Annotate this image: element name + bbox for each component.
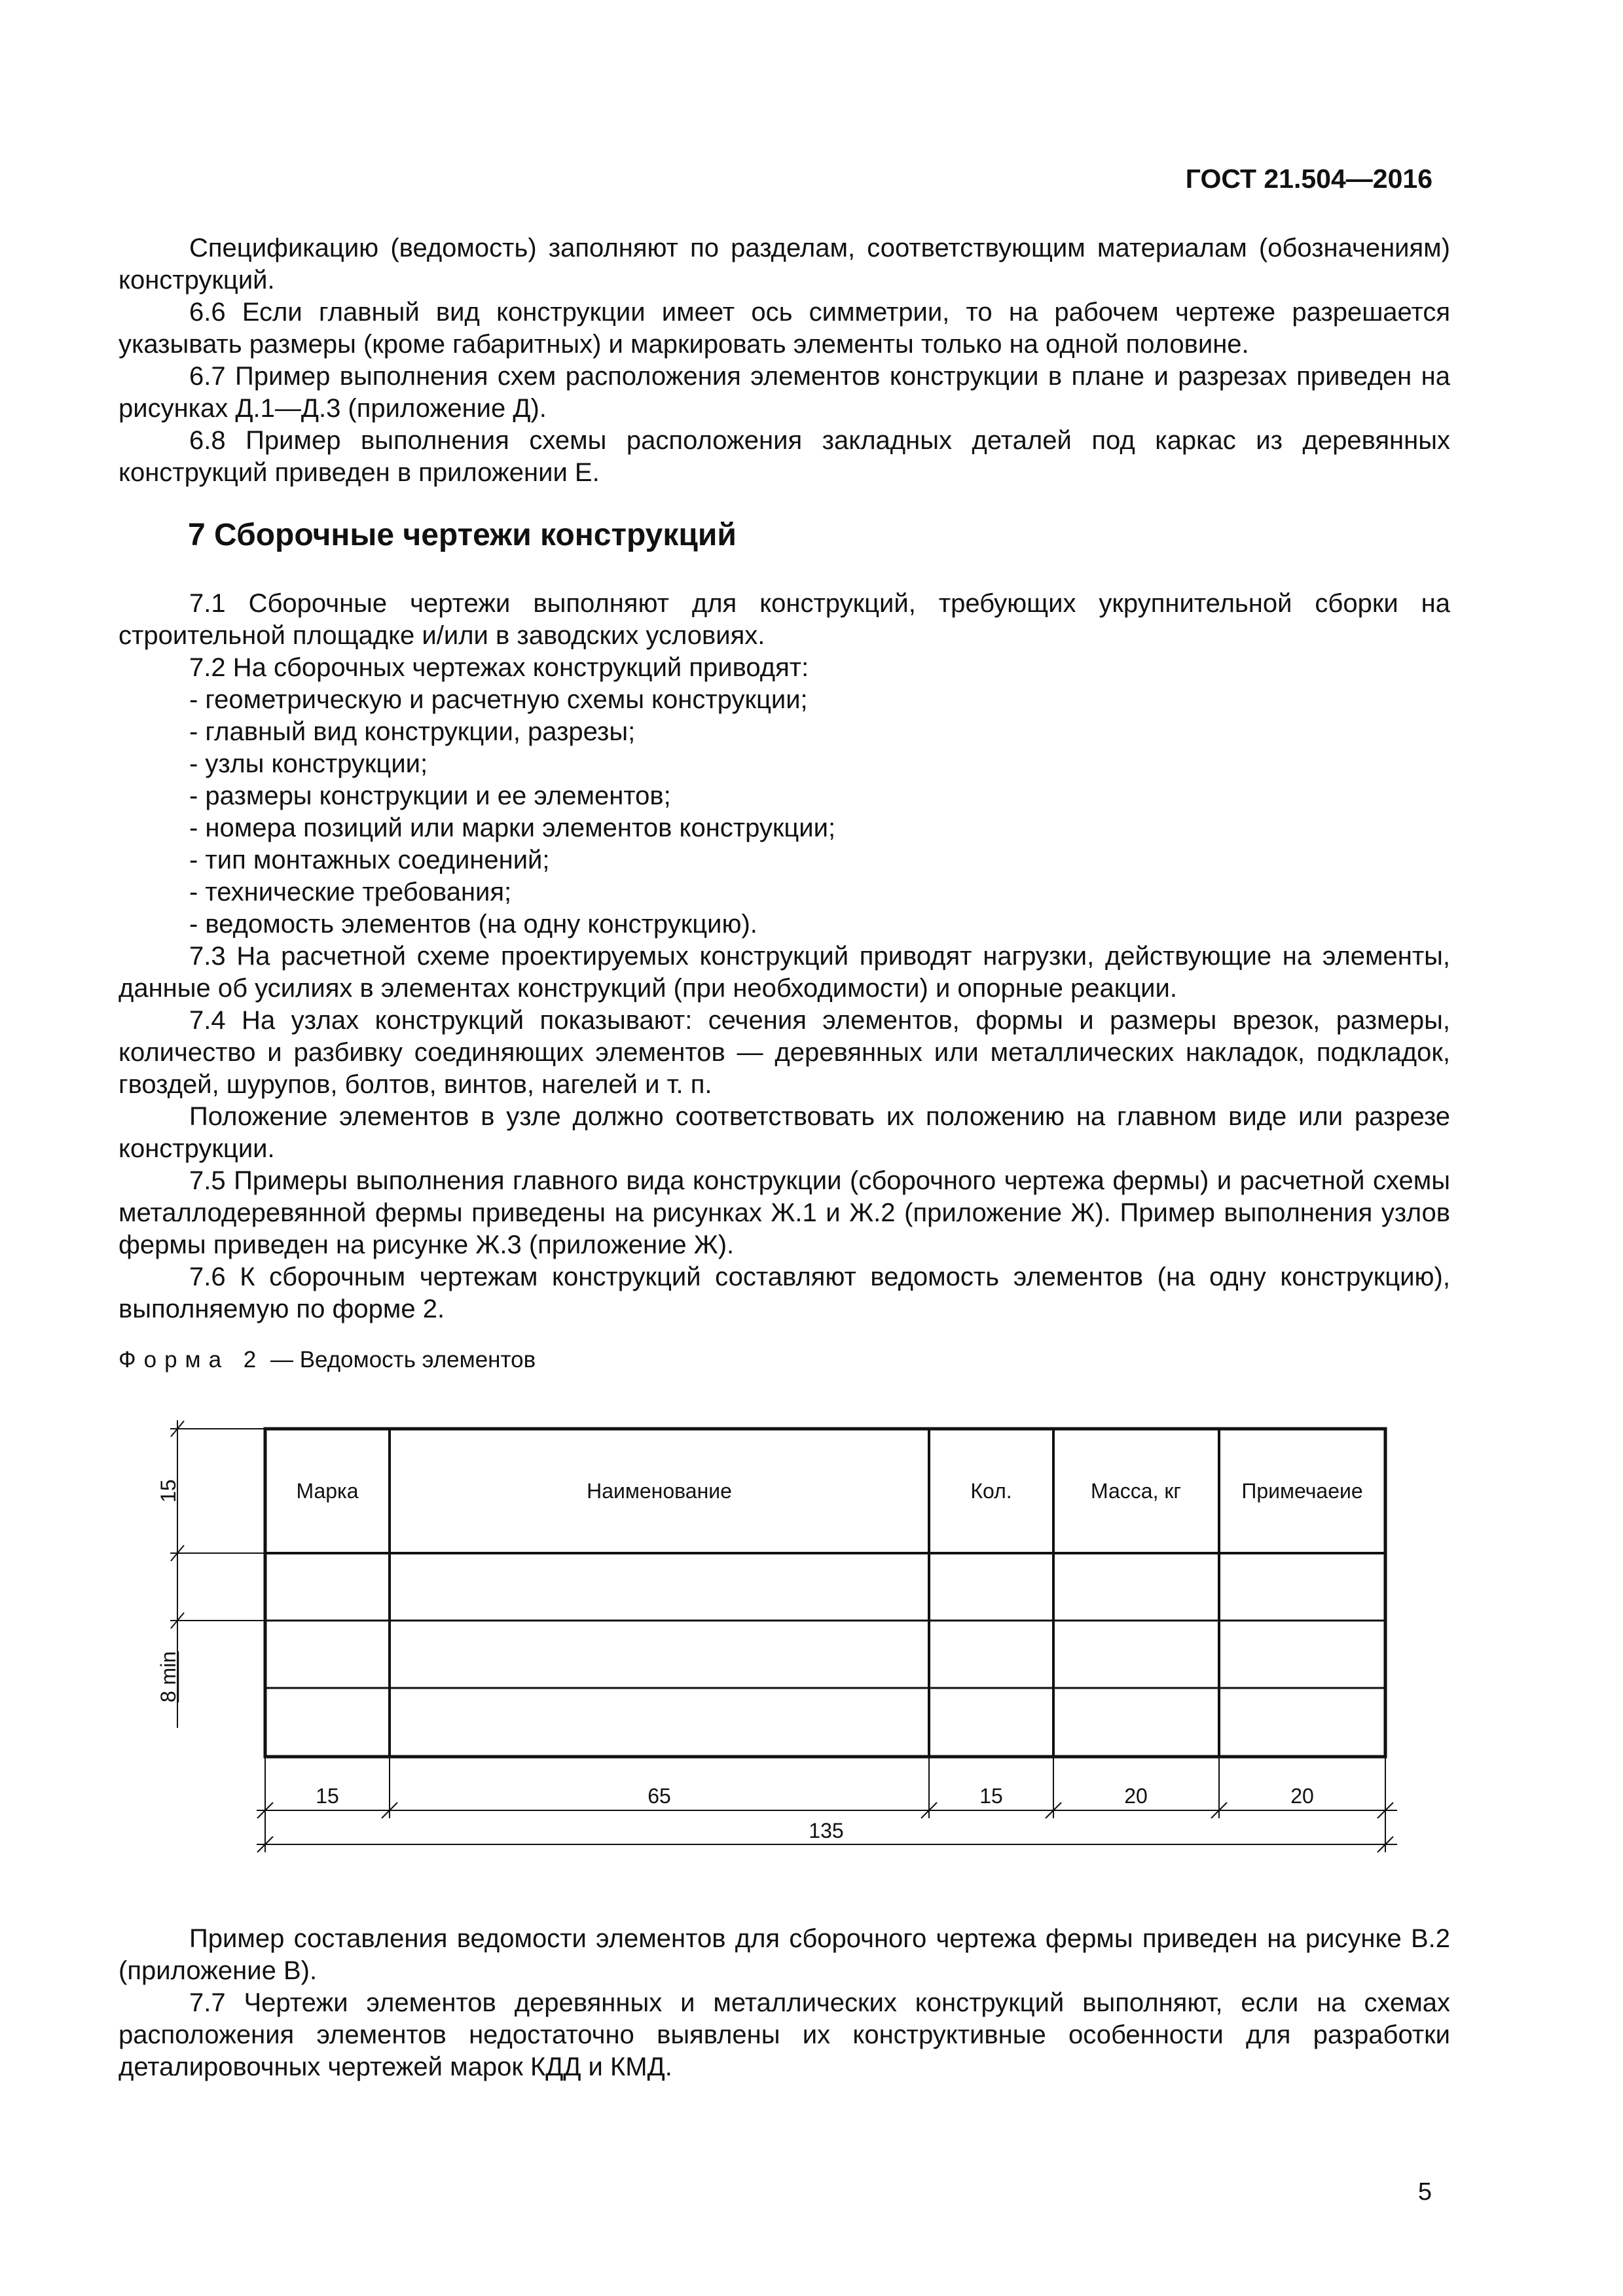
width-dimension-labels — [316, 1784, 1314, 1842]
column-header-mass: Масса, кг — [1090, 1479, 1182, 1503]
paragraph-7-5: 7.5 Примеры выполнения главного вида конструкции (сборочного чертежа фермы) и расчетной схемы металлодеревянной фермы приведены на рисунках Ж.1 и Ж.2 (приложение Ж). Пример выполнения узлов фермы приведен на рисунке Ж.3 (приложение Ж). — [119, 1166, 1450, 1259]
dimension-header-height: 15 — [156, 1479, 180, 1503]
page-number: 5 — [1417, 2178, 1432, 2206]
paragraph-7-2: 7.2 На сборочных чертежах конструкций приводят: — [189, 653, 809, 682]
column-header-note: Примечаеие — [1241, 1479, 1363, 1503]
paragraph-6-7: 6.7 Пример выполнения схем расположения элементов конструкции в плане и разрезах приведен на рисунках Д.1—Д.3 (приложение Д). — [119, 362, 1450, 423]
table-grid — [265, 1429, 1385, 1757]
form-caption-title: — Ведомость элементов — [264, 1347, 536, 1372]
column-header-qty: Кол. — [970, 1479, 1012, 1503]
paragraph-7-4-note: Положение элементов в узле должно соответствовать их положению на главном виде или разрезе конструкции. — [119, 1102, 1450, 1163]
form-caption-prefix: Форма 2 — [119, 1347, 264, 1372]
list-item: - номера позиций или марки элементов конструкции; — [189, 814, 836, 842]
paragraph-6-6: 6.6 Если главный вид конструкции имеет ось симметрии, то на рабочем чертеже разрешается указывать размеры (кроме габаритных) и маркировать элементы только на одной половине. — [119, 298, 1450, 359]
list-item: - тип монтажных соединений; — [189, 846, 550, 874]
paragraph-7-1: 7.1 Сборочные чертежи выполняют для конструкций, требующих укрупнительной сборки на строительной площадке и/или в заводских условиях. — [119, 589, 1450, 650]
paragraph-7-6: 7.6 К сборочным чертежам конструкций составляют ведомость элементов (на одну конструкцию), выполняемую по форме 2. — [119, 1263, 1450, 1323]
list-item: - геометрическую и расчетную схемы конструкции; — [189, 685, 808, 714]
section-7-heading: 7 Сборочные чертежи конструкций — [188, 518, 737, 552]
paragraph-example-ref: Пример составления ведомости элементов для сборочного чертежа фермы приведен на рисунке В.2 (приложение В). — [119, 1924, 1450, 1985]
after-form-text — [119, 1923, 1450, 2083]
paragraph-7-4: 7.4 На узлах конструкций показывают: сечения элементов, формы и размеры врезок, размеры, количество и разбивку соединяющих элементов — деревянных или металлических накладок, подкладок, гвоздей, шурупов, болтов, винтов, нагелей и т. п. — [119, 1006, 1450, 1099]
paragraph-spec-fill: Спецификацию (ведомость) заполняют по разделам, соответствующим материалам (обозначениям) конструкций. — [119, 234, 1450, 295]
vertical-dimensions — [170, 1420, 265, 1728]
dimension-width-mass: 20 — [1124, 1784, 1148, 1808]
table-header-labels — [296, 1479, 1362, 1503]
paragraph-7-7: 7.7 Чертежи элементов деревянных и металлических конструкций выполняют, если на схемах расположения элементов недостаточно выявлены их конструктивные особенности для разработки деталировочных чертежей марок КДД и КМД. — [119, 1988, 1450, 2081]
dimension-width-note: 20 — [1290, 1784, 1314, 1808]
dimension-width-name: 65 — [647, 1784, 671, 1808]
list-item: - технические требования; — [189, 878, 512, 906]
dimension-width-mark: 15 — [316, 1784, 339, 1808]
paragraph-7-3: 7.3 На расчетной схеме проектируемых конструкций приводят нагрузки, действующие на элементы, данные об усилиях в элементах конструкций (при необходимости) и опорные реакции. — [119, 942, 1450, 1003]
table-outline — [265, 1429, 1385, 1757]
document-code: ГОСТ 21.504—2016 — [1185, 164, 1432, 194]
paragraph-6-8: 6.8 Пример выполнения схемы расположения закладных деталей под каркас из деревянных конструкций приведен в приложении Е. — [119, 426, 1450, 487]
dimension-total-width: 135 — [809, 1819, 844, 1842]
dimension-width-qty: 15 — [979, 1784, 1003, 1808]
list-item: - главный вид конструкции, разрезы; — [189, 717, 636, 746]
list-item: - ведомость элементов (на одну конструкцию). — [189, 910, 757, 939]
dimension-row-height: 8 min — [156, 1651, 180, 1703]
column-header-mark: Марка — [296, 1479, 359, 1503]
column-header-name: Наименование — [587, 1479, 732, 1503]
list-item: - узлы конструкции; — [189, 749, 428, 778]
list-item: - размеры конструкции и ее элементов; — [189, 781, 671, 810]
